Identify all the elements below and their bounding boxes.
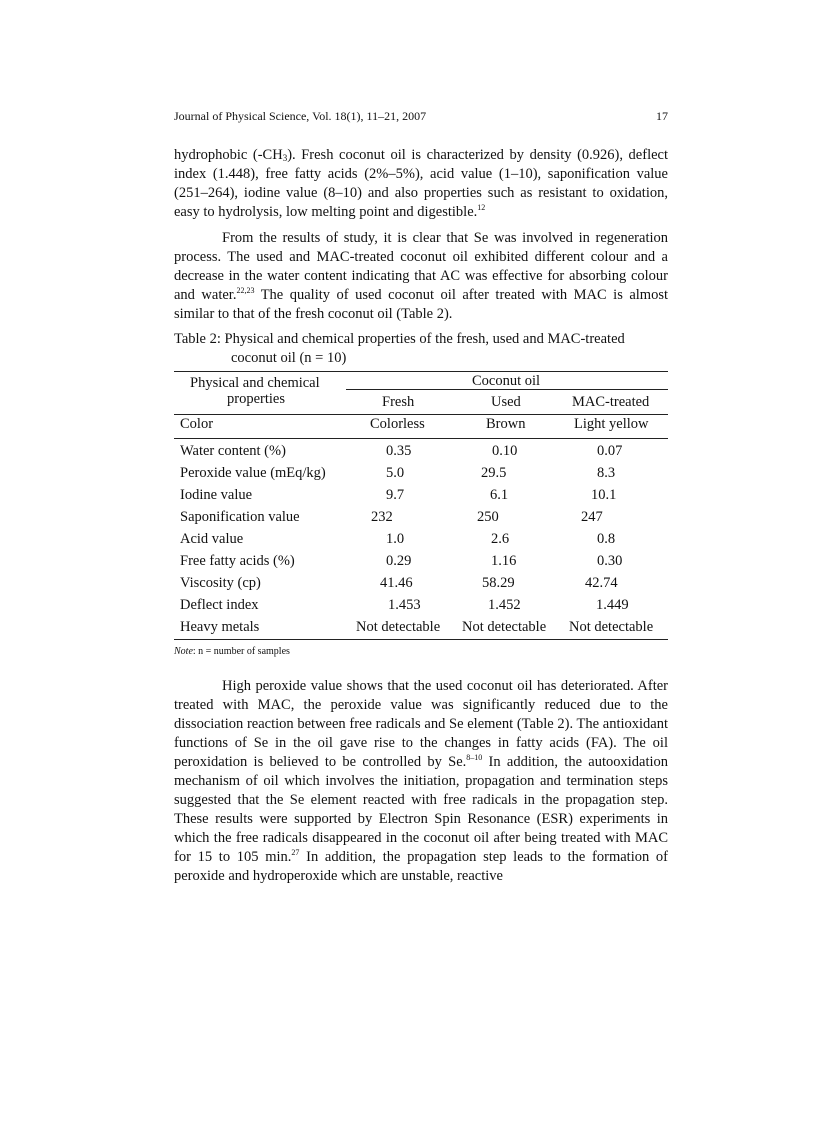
table-row-property: Viscosity (cp) — [180, 575, 261, 591]
table-bottom-rule — [174, 639, 668, 640]
table-cell-used: 6.1 — [490, 487, 509, 503]
paragraph-3-text-a: High peroxide value shows that the used coconut oil has deteriorated. After treated with MAC, the peroxide value was significantly reduced due to the dissociation reaction between free radicals and Se element (Table 2). The antioxidant functions of Se in the oil gave rise to the changes in fatty acids (FA). The oil peroxidation is believed to be controlled by Se. — [174, 678, 668, 770]
table-cell-used: 29.5 — [481, 465, 507, 481]
table-color-rule — [174, 438, 668, 439]
table-header-fresh: Fresh — [382, 394, 415, 410]
table-header-rule — [174, 414, 668, 415]
table-cell-used: 58.29 — [482, 575, 515, 591]
table-cell-used: 250 — [477, 509, 499, 525]
paragraph-1 — [174, 146, 668, 222]
table-cell-fresh: 1.0 — [386, 531, 405, 547]
table-note-label: Note — [174, 646, 193, 657]
table-row-property: Iodine value — [180, 487, 253, 503]
table-cell-mac-treated: 1.449 — [596, 597, 629, 613]
table-cell-used: 1.452 — [488, 597, 521, 613]
table-cell-mac-treated: 42.74 — [585, 575, 618, 591]
table-header-group: Coconut oil — [472, 373, 541, 389]
table-row-property: Color — [180, 416, 214, 432]
table-header-used: Used — [491, 394, 521, 410]
table-row-property: Acid value — [180, 531, 244, 547]
table-cell-used: 0.10 — [492, 443, 518, 459]
table-note-text: : n = number of samples — [192, 646, 290, 657]
table-row-property: Peroxide value (mEq/kg) — [180, 465, 326, 481]
paragraph-3-reference-1: 8–10 — [466, 753, 483, 762]
paragraph-1-text-a: hydrophobic (-CH — [174, 147, 283, 163]
table-header-property-line-1: Physical and chemical — [190, 375, 320, 391]
table-cell-mac-treated: Not detectable — [569, 619, 654, 635]
paragraph-2-text-a: From the results of study, it is clear that Se was involved in regeneration process. The used and MAC-treated coconut oil exhibited different colour and a decrease in the water content indicating that AC was effective for absorbing colour and water. — [174, 230, 668, 303]
table-cell-fresh: Colorless — [370, 416, 425, 432]
table-cell-used: 1.16 — [491, 553, 517, 569]
table-caption-line-1: Table 2: Physical and chemical properties of the fresh, used and MAC-treated — [174, 331, 625, 347]
table-cell-used: Brown — [486, 416, 526, 432]
paragraph-1-text-b: ). Fresh coconut oil is characterized by density (0.926), deflect index (1.448), free fatty acids (2%–5%), acid value (1–10), saponification value (251–264), iodine value (8–10) and also properties such as resistant to oxidation, easy to hydrolysis, low melting point and digestible. — [174, 147, 669, 220]
table-cell-mac-treated: 0.07 — [597, 443, 623, 459]
table-cell-used: Not detectable — [462, 619, 547, 635]
table-row-property: Heavy metals — [180, 619, 260, 635]
table-cell-mac-treated: 8.3 — [597, 465, 616, 481]
table-cell-used: 2.6 — [491, 531, 510, 547]
table-header-mac-treated: MAC-treated — [572, 394, 650, 410]
paragraph-2-reference: 22,23 — [236, 286, 255, 295]
table-caption — [174, 330, 668, 368]
table-note — [174, 646, 290, 657]
journal-citation: Journal of Physical Science, Vol. 18(1), 11–21, 2007 — [174, 109, 427, 123]
table-row-property: Water content (%) — [180, 443, 286, 459]
table-row-property: Deflect index — [180, 597, 259, 613]
paragraph-3-text-c: In addition, the propagation step leads to the formation of peroxide and hydroperoxide which are unstable, reactive — [174, 849, 668, 884]
table-cell-fresh: 41.46 — [380, 575, 413, 591]
paragraph-2-text-b: The quality of used coconut oil after treated with MAC is almost similar to that of the fresh coconut oil (Table 2). — [174, 287, 668, 322]
paragraph-3-text-b: In addition, the autooxidation mechanism of oil which involves the initiation, propagation and termination steps suggested that the Se element reacted with free radicals in the propagation step. These results were supported by Electron Spin Resonance (ESR) experiments in which the free radicals disappeared in the coconut oil after being treated with MAC for 15 to 105 min. — [174, 754, 668, 865]
table-cell-fresh: 0.29 — [386, 553, 412, 569]
table-cell-mac-treated: 0.30 — [597, 553, 623, 569]
table-caption-line-2: coconut oil (n = 10) — [231, 350, 347, 366]
table-row-property: Free fatty acids (%) — [180, 553, 295, 569]
table-cell-fresh: 9.7 — [386, 487, 405, 503]
table-header-property-line-2: properties — [227, 391, 285, 407]
table-cell-fresh: 0.35 — [386, 443, 412, 459]
table-row-property: Saponification value — [180, 509, 300, 525]
table-cell-mac-treated: 247 — [581, 509, 603, 525]
paragraph-2 — [174, 229, 668, 324]
paragraph-3-reference-2: 27 — [291, 848, 300, 857]
table-cell-fresh: 1.453 — [388, 597, 421, 613]
paragraph-1-reference: 12 — [477, 203, 486, 212]
page-number: 17 — [656, 109, 668, 123]
table-cell-fresh: 232 — [371, 509, 393, 525]
table-cell-fresh: 5.0 — [386, 465, 405, 481]
table-cell-mac-treated: 10.1 — [591, 487, 617, 503]
table-cell-mac-treated: 0.8 — [597, 531, 616, 547]
table-cell-fresh: Not detectable — [356, 619, 441, 635]
paragraph-3 — [174, 677, 668, 886]
table-cell-mac-treated: Light yellow — [574, 416, 649, 432]
table-top-rule — [174, 371, 668, 372]
paragraph-1-subscript: 3 — [282, 153, 288, 163]
